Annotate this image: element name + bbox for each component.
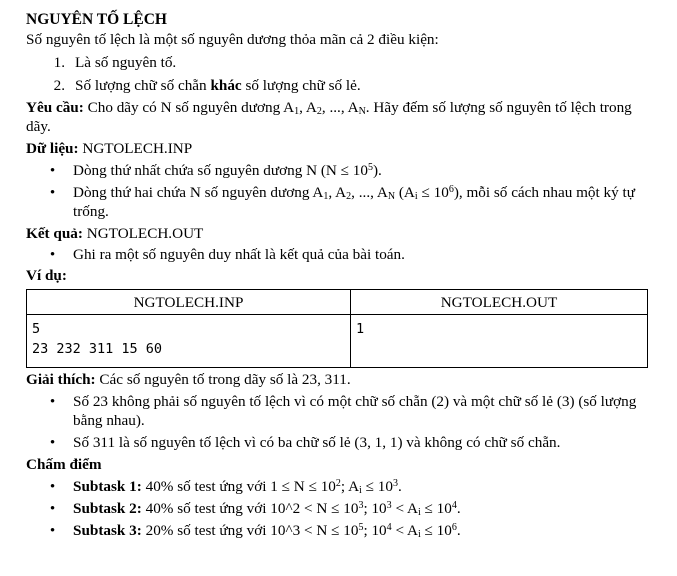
list-item: • Ghi ra một số nguyên duy nhất là kết quả của bài toán.: [26, 245, 648, 264]
bullet-icon: •: [49, 162, 56, 179]
explanation-list: [26, 392, 648, 452]
conditions-list: [26, 53, 648, 95]
example-input-line: 23 232 311 15 60: [32, 341, 163, 357]
problem-document: [26, 10, 648, 543]
condition-number: 2.: [53, 77, 65, 94]
bullet-icon: •: [49, 246, 56, 263]
explanation-section: Giải thích: Các số nguyên tố trong dãy số là 23, 311.: [26, 371, 351, 388]
subtask-list: [26, 477, 648, 540]
requirement-label: Yêu cầu:: [26, 99, 84, 116]
bullet-icon: •: [49, 184, 56, 201]
example-output-header: NGTOLECH.OUT: [351, 290, 648, 315]
example-label: Ví dụ:: [26, 267, 67, 284]
subtask-item: • Subtask 2: 40% số test ứng với 10^2 < $N \le 10^3$; $10^3 < A_i \le 10^4$.: [26, 499, 648, 518]
problem-title: NGUYÊN TỐ LỆCH: [26, 11, 167, 28]
condition-number: 1.: [53, 54, 65, 71]
bullet-icon: •: [49, 434, 56, 451]
list-item: • Số 23 không phải số nguyên tố lệch vì có một chữ số chẵn (2) và một chữ số lẻ (3) (số lượng bằng nhau).: [26, 392, 648, 430]
subtask-item: • Subtask 1: 40% số test ứng với $1 \le N \le 10^2$; $A_i \le 10^3$.: [26, 477, 648, 496]
requirement-section: Yêu cầu: Cho dãy có N số nguyên dương $A_1$, $A_2$, ..., $A_N$. Hãy đếm số lượng số nguyên tố lệch trong dãy.: [26, 99, 632, 135]
scoring-heading: Chấm điểm: [26, 456, 102, 473]
bullet-icon: •: [49, 500, 56, 517]
example-input-header: NGTOLECH.INP: [27, 290, 351, 315]
input-description-list: [26, 161, 648, 221]
example-table: [26, 289, 648, 368]
intro-text: Số nguyên tố lệch là một số nguyên dương thỏa mãn cả 2 điều kiện:: [26, 31, 439, 48]
bullet-icon: •: [49, 478, 56, 495]
list-item: • Dòng thứ hai chứa N số nguyên dương $A_1$, $A_2$, ..., $A_N$ $(A_i \le 10^6)$, mỗi số cách nhau một ký tự trống.: [26, 183, 648, 221]
emphasis-word: khác: [210, 77, 242, 94]
example-output-line: 1: [356, 321, 365, 337]
output-label: Kết quả:: [26, 225, 83, 242]
output-description-list: [26, 245, 648, 264]
bullet-icon: •: [49, 522, 56, 539]
example-input-line: 5: [32, 321, 41, 337]
input-section-heading: [26, 139, 648, 158]
input-filename: NGTOLECH.INP: [78, 140, 193, 157]
list-item: • Dòng thứ nhất chứa số nguyên dương N $(N \le 10^5)$.: [26, 161, 648, 180]
input-label: Dữ liệu:: [26, 140, 79, 157]
output-section-heading: [26, 224, 648, 243]
condition-text: Số lượng chữ số chẵn khác số lượng chữ số lẻ.: [75, 77, 361, 94]
output-filename: NGTOLECH.OUT: [82, 225, 204, 242]
explanation-label: Giải thích:: [26, 371, 96, 388]
list-item: • Số 311 là số nguyên tố lệch vì có ba chữ số lẻ (3, 1, 1) và không có chữ số chẵn.: [26, 433, 648, 452]
condition-item: [26, 76, 648, 95]
example-input-cell: [27, 315, 351, 368]
bullet-icon: •: [49, 393, 56, 410]
condition-item: [26, 53, 648, 72]
subtask-item: • Subtask 3: 20% số test ứng với 10^3 < $N \le 10^5$; $10^4 < A_i \le 10^6$.: [26, 521, 648, 540]
condition-text: Là số nguyên tố.: [75, 54, 177, 71]
example-output-cell: [351, 315, 648, 368]
